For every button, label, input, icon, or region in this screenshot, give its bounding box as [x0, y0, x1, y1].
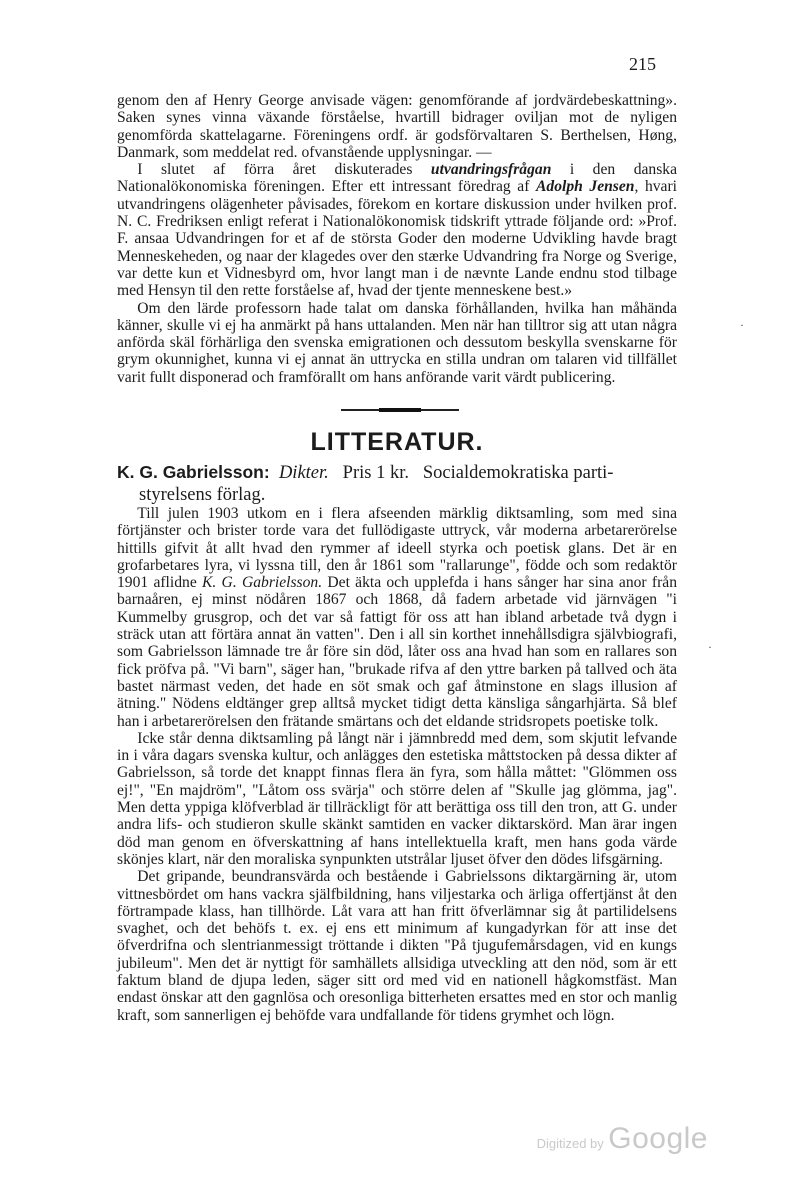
intro-paragraph-2 [117, 161, 677, 299]
review-author: K. G. Gabrielsson: [117, 462, 270, 482]
speaker-name: Adolph Jensen [536, 178, 635, 196]
page-number: 215 [629, 54, 656, 74]
poet-name: K. G. Gabrielsson. [202, 574, 323, 592]
intro-p2-text-e: , hvari utvandringens olägenheter påvisades, förekom en kortare diskussion under hvilken prof. N. C. Fredriksen enligt referat i Nationalökonomisk tidskrift yttrade följande ord: »Prof. F. ansaa Udvandringen for et af de största Goder den moderne Udvikling havde bragt Menneskeheden, og naar der klagedes over den stærke Udvandring fra Norge og Sverige, var dette kun et Vidnesbyrd om, hvor langt man i de nævnte Lande endnu stod tilbage med Hensyn til den rette forståelse af, hvad der tjente menneskene best.» [117, 178, 677, 300]
review-header [117, 461, 677, 506]
google-logo: Google [608, 1122, 708, 1155]
review-paragraph-2: Icke står denna diktsamling på långt när i jämnbredd med dem, som skjutit lefvande in i våra dagars svenska kultur, och anlägges den estetiska måttstocken på dessa dikter af Gabrielsson, så torde det knappt finnas flera än fyra, som hålla måttet: "Glömmen oss ej!", "En majdröm", "Låtom oss svärja" och större delen af "Skulle jag glömma, jag". Men detta yppiga klöfverblad är tillräckligt för att berättiga oss till den tron, att G. under andra lifs- och studieron skulle skänkt samtiden en vacker diktarskörd. Man ärar ingen död man genom en öfverskattning af hans intellektuella kraft, men hans goda värde skönjes klart, när den moraliska synpunkten utstrålar ljuset öfver den dödes lifsgärning. [117, 729, 677, 868]
review-title: Dikter. [278, 463, 329, 483]
review-paragraph-1 [117, 505, 677, 730]
review-text [117, 505, 677, 1024]
watermark-prefix: Digitized by [536, 1136, 604, 1151]
emigration-term: utvandringsfrågan [430, 161, 552, 179]
intro-paragraph-3: Om den lärde professorn hade talat om danska förhållanden, hvilka han måhända känner, skulle vi ej ha anmärkt på hans uttalanden. Men när han tilltror sig att utan några anförda skäl förhärliga den svenska emigrationen och dessutom beskylla svenskarne för grym okunnighet, kunna vi ej annat än uttrycka en stilla undran om talaren vid tillfället varit fullt disponerad och framförallt om hans anförande varit värdt publicering. [117, 299, 677, 386]
section-heading: LITTERATUR. [310, 428, 484, 456]
digitized-watermark [537, 1122, 708, 1156]
section-divider [341, 409, 459, 411]
intro-text [117, 92, 677, 386]
margin-mark: · [740, 318, 744, 332]
intro-paragraph-1: genom den af Henry George anvisade vägen: genomförande af jordvärdebeskattning». Saken synes vinna växande förståelse, hvartill bidrager oviljan mot de nyligen genomförda skattelagarne. Föreningens ordf. är godsförvaltaren S. Berthelsen, Høng, Danmark, som meddelat red. ofvanstående upplysningar. — [117, 92, 677, 161]
margin-mark: · [708, 640, 712, 654]
review-paragraph-3: Det gripande, beundransvärda och bestående i Gabrielssons diktargärning är, utom vittnesbördet om hans vackra själfbildning, hans viljestarka och ärliga offertjänst åt den förtrampade klass, han tillhörde. Låt vara att han fritt öfverlämnar sig åt partilidelsens svaghet, och det behöfs t. ex. ej ens ett minimum af kungadyrkan för att inse det öfverdrifna och slentrianmessigt tröttande i dikten "På tjugufemårsdagen, vid en kungs jubileum". Men det är nyttigt för samhällets allsidiga utveckling att den nöd, som är ett faktum bland de djupa leden, säger sitt ord med vid en nationell hågkomstfäst. Man endast önskar att den gagnlösa och oresonliga bitterheten ersattes med en stor och manlig kraft, som sannerligen ej behöfde vara undfallande för tidens grymhet och lögn. [117, 868, 677, 1024]
review-publisher-a: Socialdemokratiska parti- [422, 463, 614, 483]
review-p1-text-a: Till julen 1903 utkom en i flera afseenden märklig diktsamling, som med sina förtjänster och brister torde vara det fullödigaste uttryck, vår moderna arbetarerörelse hittills gifvit åt allt hvad den rymmer af ideell styrka och poetisk glans. Det är en grofarbetares lyra, vi lyssna till, den år 1861 som "rallarunge", födde och som redaktör 1901 aflidne [117, 505, 677, 592]
intro-p2-text-a: I slutet af förra året diskuterades [137, 161, 431, 179]
review-price: Pris 1 kr. [342, 463, 409, 483]
review-p1-text-c: Det äkta och upplefda i hans sånger har sina anor från barnaåren, ej minst nödåren 1867 och 1868, då fadern arbetade vid järnvägen "i Kummelby grusgrop, och det var så fattigt för oss att han ibland arbetade två dygn i sträck utan att förtära annat än vatten". Den i all sin korthet innehållsdigra självbiografi, som Gabrielsson lämnade tre år före sin död, låter oss ana hvad han som en rallares son fick pröfva på. "Vi barn", säger han, "brukade rifva af den yttre barken på tallved och äta bastet närmast veden, det hade en söt smak och gaf åtminstone en slags illusion af ätning." Nödens eldtänger grep alltså mycket tidigt detta känsliga sångarhjärta. Så blef han i arbetarerörelsen den frätande smärtans och det eldande stridsropets poetiske tolk. [117, 574, 677, 730]
intro-p2-text-c: i den danska Nationalökonomiska föreningen. Efter ett intressant föredrag af [117, 161, 677, 196]
review-publisher-b: styrelsens förlag. [139, 485, 266, 505]
